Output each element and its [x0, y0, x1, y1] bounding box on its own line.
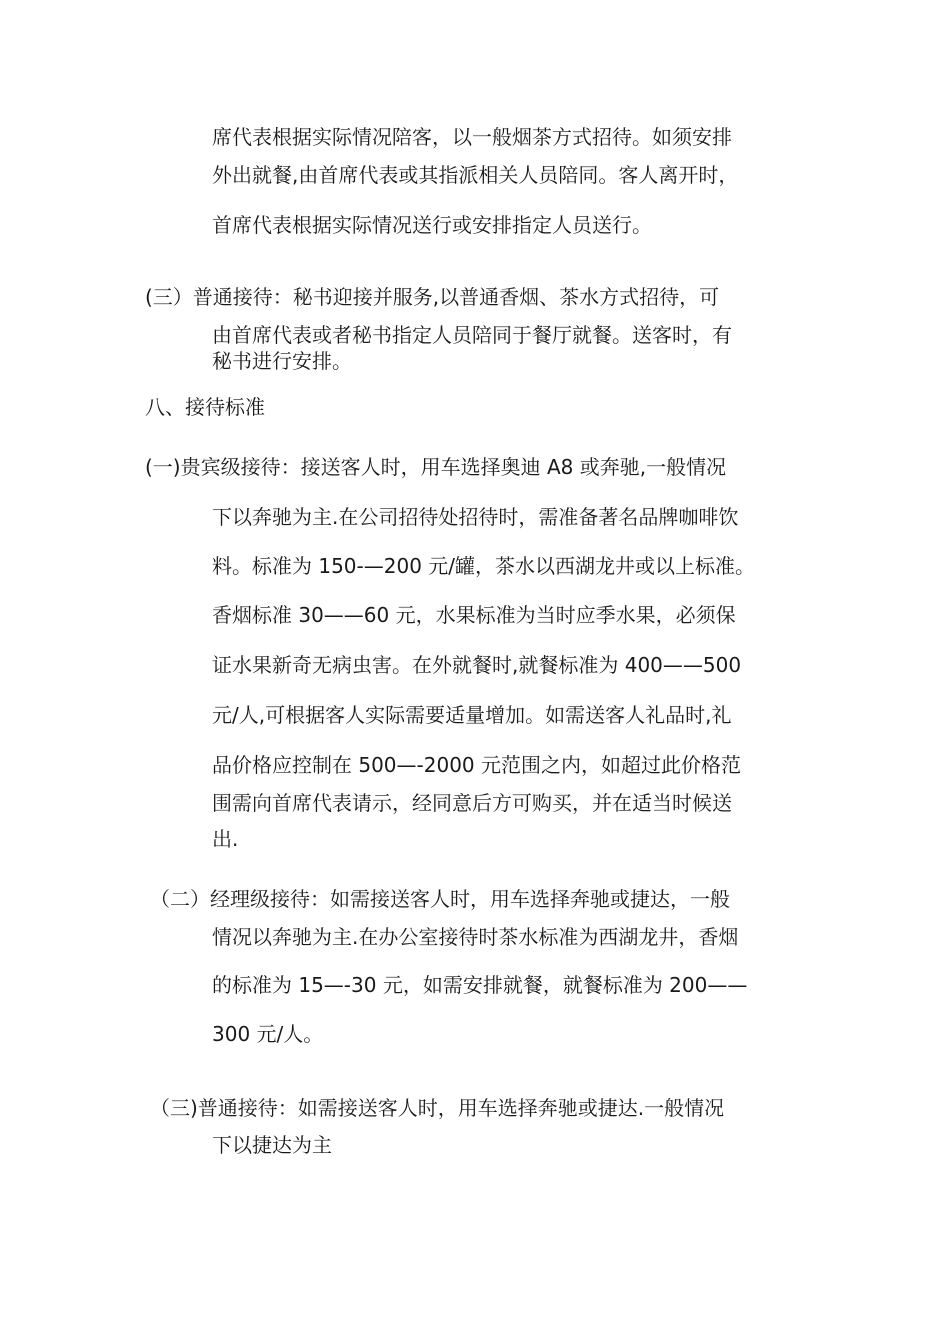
paragraph-line: 的标准为 15—-30 元，如需安排就餐，就餐标准为 200—— — [212, 973, 748, 997]
paragraph-line: 围需向首席代表请示，经同意后方可购买，并在适当时候送 — [212, 791, 732, 815]
paragraph-line: 席代表根据实际情况陪客，以一般烟茶方式招待。如须安排 — [212, 125, 732, 149]
paragraph-line: 下以奔驰为主.在公司招待处招待时，需准备著名品牌咖啡饮 — [212, 505, 739, 529]
paragraph-line: 首席代表根据实际情况送行或安排指定人员送行。 — [212, 213, 652, 237]
paragraph-line: 外出就餐,由首席代表或其指派相关人员陪同。客人离开时， — [212, 163, 739, 187]
paragraph-line: 出. — [212, 827, 239, 851]
paragraph-line: 料。标准为 150-—200 元/罐，茶水以西湖龙井或以上标准。 — [212, 554, 756, 578]
paragraph-line: 下以捷达为主 — [212, 1133, 332, 1157]
paragraph-line: 香烟标准 30——60 元，水果标准为当时应季水果，必须保 — [212, 603, 736, 627]
paragraph-line: 由首席代表或者秘书指定人员陪同于餐厅就餐。送客时，有 — [212, 323, 732, 347]
section-heading: 八、接待标准 — [145, 395, 265, 419]
paragraph-line: 证水果新奇无病虫害。在外就餐时,就餐标准为 400——500 — [212, 653, 742, 677]
paragraph-line: 情况以奔驰为主.在办公室接待时茶水标准为西湖龙井，香烟 — [212, 925, 739, 949]
list-item-heading: （三)普通接待：如需接送客人时，用车选择奔驰或捷达.一般情况 — [150, 1096, 725, 1120]
paragraph-line: 300 元/人。 — [212, 1022, 324, 1046]
paragraph-line: 品价格应控制在 500—-2000 元范围之内，如超过此价格范 — [212, 753, 742, 777]
list-item-heading: (三）普通接待：秘书迎接并服务,以普通香烟、茶水方式招待，可 — [145, 285, 720, 309]
paragraph-line: 秘书进行安排。 — [212, 349, 352, 373]
paragraph-line: 元/人,可根据客人实际需要适量增加。如需送客人礼品时,礼 — [212, 703, 732, 727]
list-item-heading: (一)贵宾级接待：接送客人时，用车选择奥迪 A8 或奔驰,一般情况 — [145, 455, 727, 479]
list-item-heading: （二）经理级接待：如需接送客人时，用车选择奔驰或捷达，一般 — [150, 887, 730, 911]
